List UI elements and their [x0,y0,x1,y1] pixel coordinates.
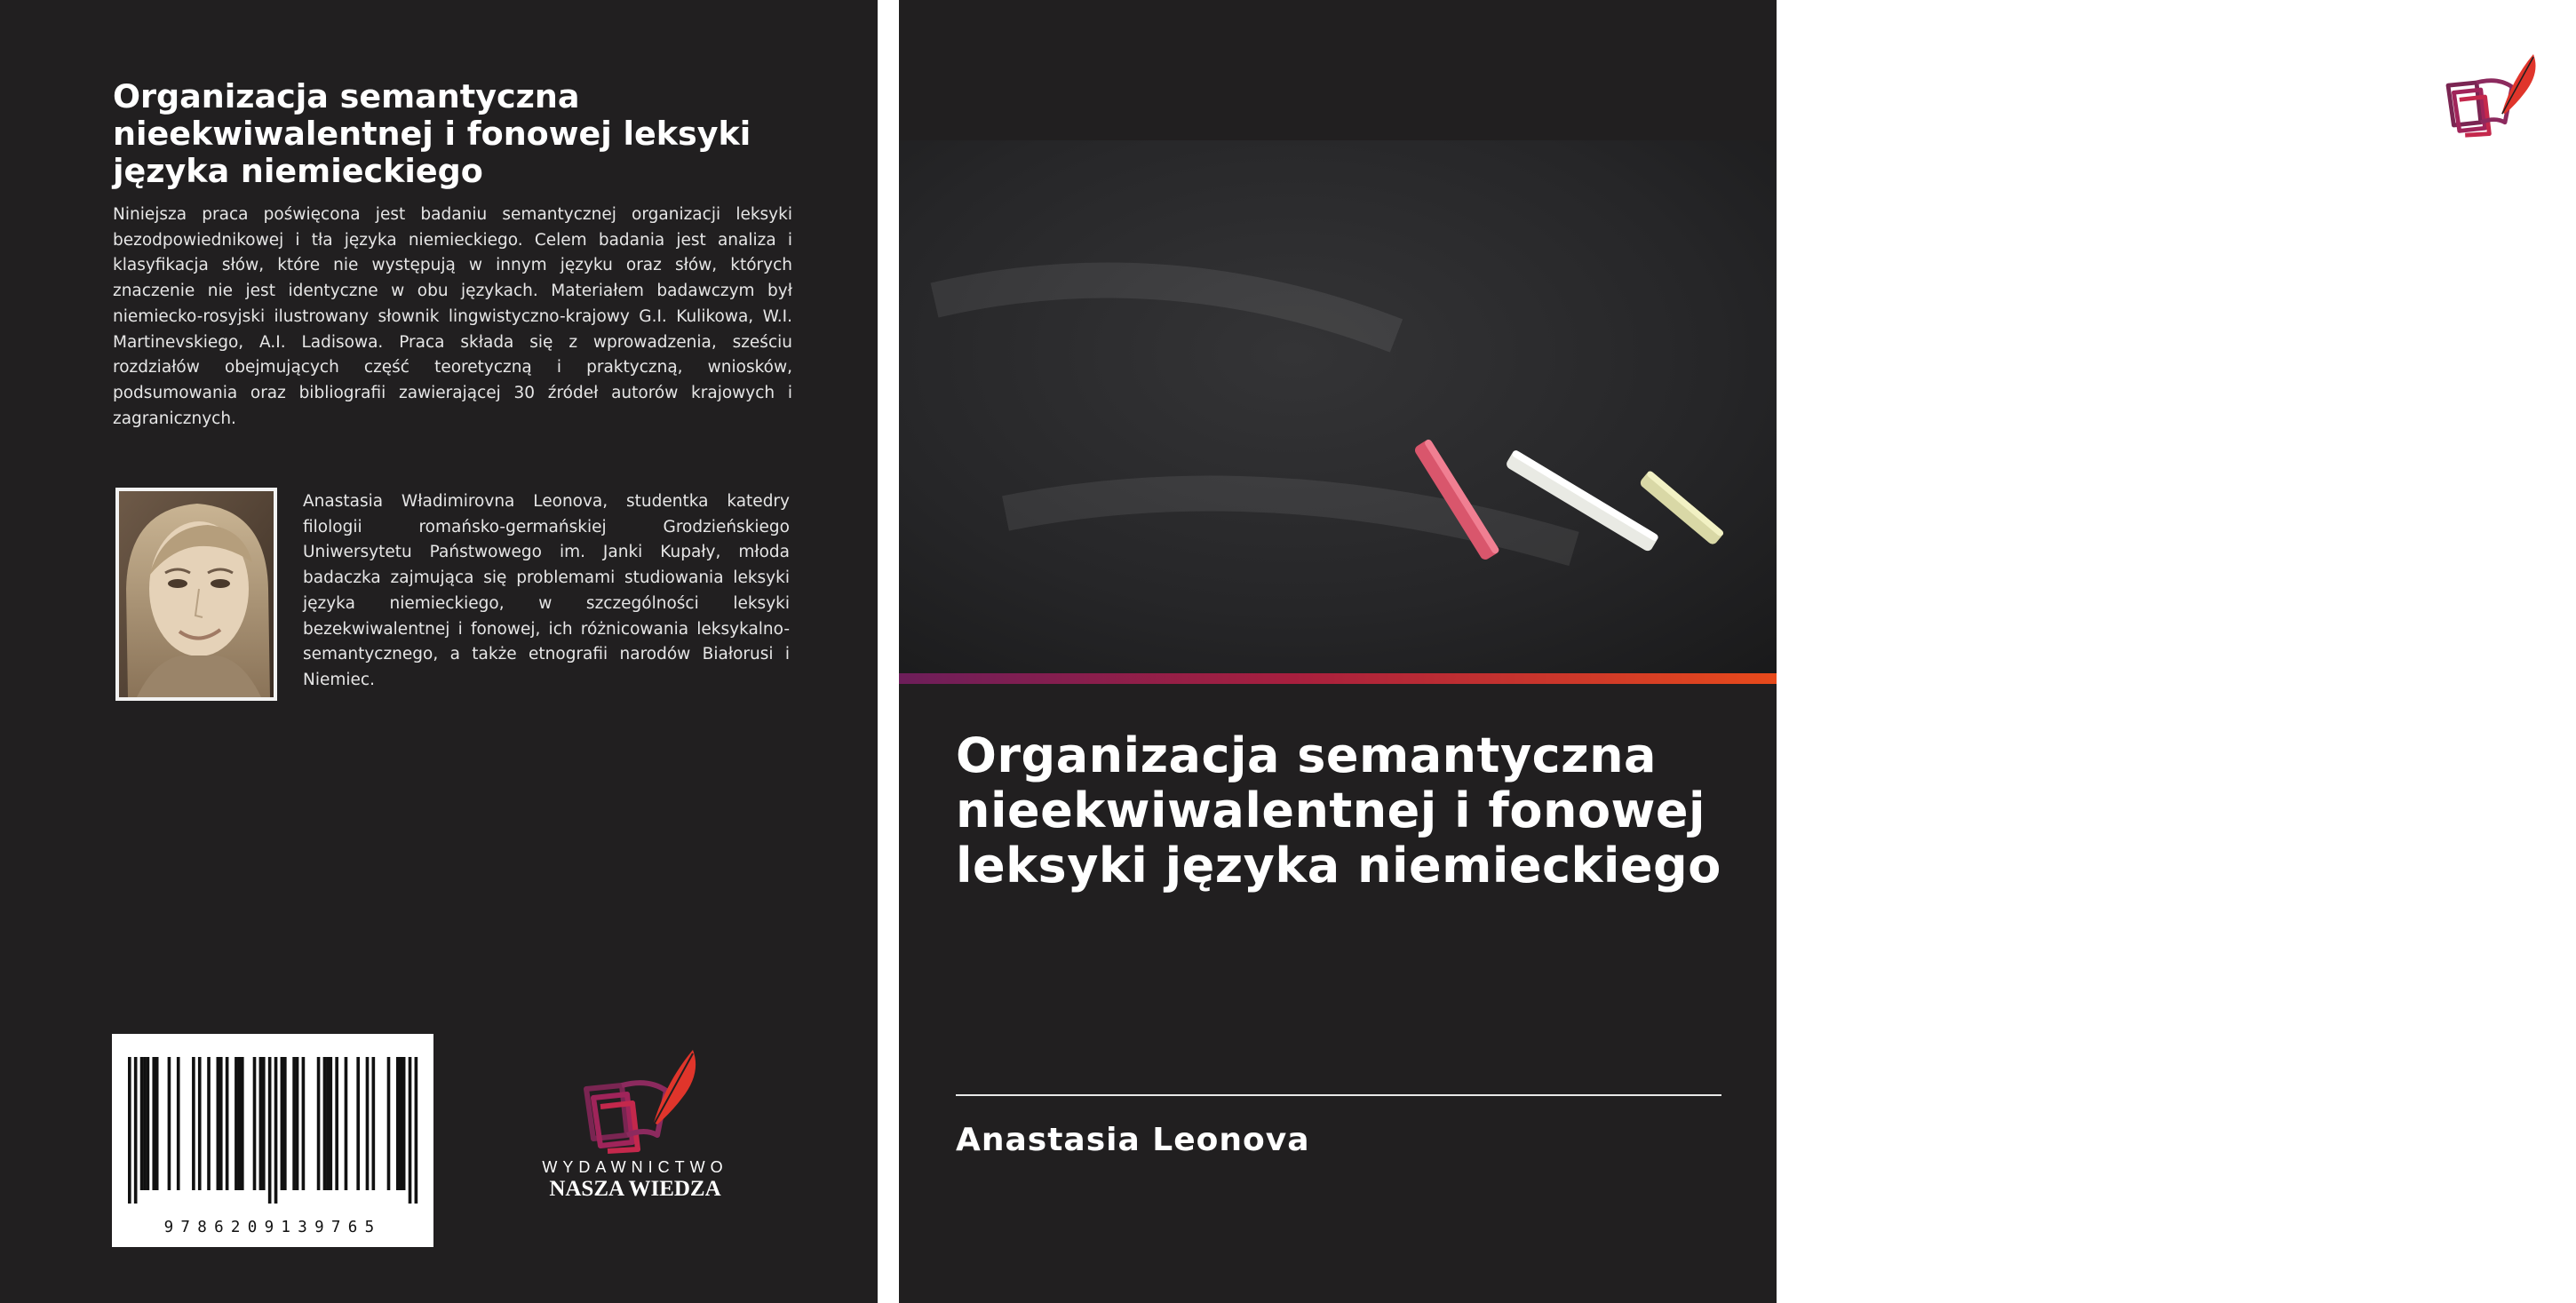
barcode-bar [329,1057,332,1190]
barcode-bar [152,1057,155,1190]
barcode-bar [155,1057,159,1190]
barcode-bar [259,1057,263,1190]
barcode-bar [302,1057,306,1190]
barcode-bar [323,1057,327,1190]
barcode-bar [274,1057,278,1204]
publisher-logo-back [524,1046,746,1202]
barcode-bar [345,1057,348,1190]
barcode-bars [128,1057,417,1204]
barcode-bar [283,1057,287,1190]
publisher-logo-front [2398,50,2576,176]
barcode-bar [192,1057,195,1190]
barcode-bar [415,1057,418,1204]
barcode-bar [147,1057,150,1190]
barcode-bar [335,1057,338,1190]
barcode-bar [268,1057,272,1204]
publisher-name: NASZA WIEDZA [2418,155,2556,175]
front-cover-author: Anastasia Leonova [956,1122,1310,1158]
barcode-bar [281,1057,284,1190]
barcode-bar [292,1057,296,1190]
front-cover [899,0,2557,1303]
barcode-bar [198,1057,202,1190]
barcode-bar [241,1057,244,1190]
barcode-bar [226,1057,229,1190]
publisher-wydawnictwo-label: WYDAWNICTWO [2417,142,2557,155]
barcode-bar [326,1057,330,1190]
barcode-bar [177,1057,180,1190]
barcode-bar [168,1057,171,1190]
barcode-bar [143,1057,147,1190]
front-cover-title: Organizacja semantyczna nieekwiwalentnej i fonowej leksyki języka niemieckiego [956,727,1721,894]
barcode-bar [402,1057,406,1190]
barcode-bar [217,1057,220,1190]
barcode-bar [296,1057,299,1190]
isbn-number: 9786209139765 [163,1219,382,1236]
isbn-barcode [112,1034,433,1247]
divider-line [956,1094,1721,1096]
publisher-wydawnictwo-label: WYDAWNICTWO [542,1158,728,1176]
back-cover [0,0,878,1303]
accent-gradient-band [899,673,1777,684]
barcode-bar [409,1057,412,1204]
back-cover-abstract: Niniejsza praca poświęcona jest badaniu semantycznej organizacji leksyki bezodpowiednikowej i tła języka niemieckiego. Celem badania jest analiza i klasyfikacja słów, które nie występują w innym języku oraz słów, których znaczenie nie jest identyczne w obu językach. Materiałem badawczym był niemiecko-rosyjski ilustrowany słownik lingwistyczno-krajowy G.I. Kulikowa, W.I. Martinevskiego, A.I. Ladisowa. Praca składa się z wprowadzenia, sześciu rozdziałów obejmujących część teoretyczną i praktyczną, wniosków, podsumowania oraz bibliografii zawierającej 30 źródeł autorów krajowych i zagranicznych. [113,205,792,428]
book-and-quill-icon [2434,50,2540,137]
barcode-bar [235,1057,238,1190]
barcode-bar [317,1057,321,1190]
barcode-bar [372,1057,376,1190]
back-cover-title: Organizacja semantyczna nieekwiwalentnej i fonowej leksyki języka niemieckiego [113,77,751,190]
barcode-bar [366,1057,370,1190]
barcode-bar [399,1057,402,1190]
barcode-bar [356,1057,360,1190]
author-bio: Anastasia Władimirovna Leonova, studentka katedry filologii romańsko-germańskiej Grodzieńskiego Uniwersytetu Państwowego im. Janki Kupały, młoda badaczka zajmująca się problemami studiowania leksyki języka niemieckiego, w szczególności leksyki bezekwiwalentnej i fonowej, ich różnicowania leksykalno-semantycznego, a także etnografii narodów Białorusi i Niemiec. [303,492,790,689]
barcode-bar [396,1057,400,1190]
barcode-bar [128,1057,131,1204]
publisher-name: NASZA WIEDZA [549,1177,721,1201]
barcode-bar [262,1057,266,1190]
barcode-bar [238,1057,242,1190]
author-portrait-image [119,491,274,697]
barcode-bar [140,1057,144,1190]
book-and-quill-icon [568,1046,702,1151]
barcode-bar [387,1057,391,1190]
barcode-bar [134,1057,138,1204]
barcode-bar [219,1057,223,1190]
author-photo [115,488,277,701]
chalkboard-image [899,140,1777,673]
barcode-bar [207,1057,211,1190]
barcode-bar [253,1057,257,1190]
